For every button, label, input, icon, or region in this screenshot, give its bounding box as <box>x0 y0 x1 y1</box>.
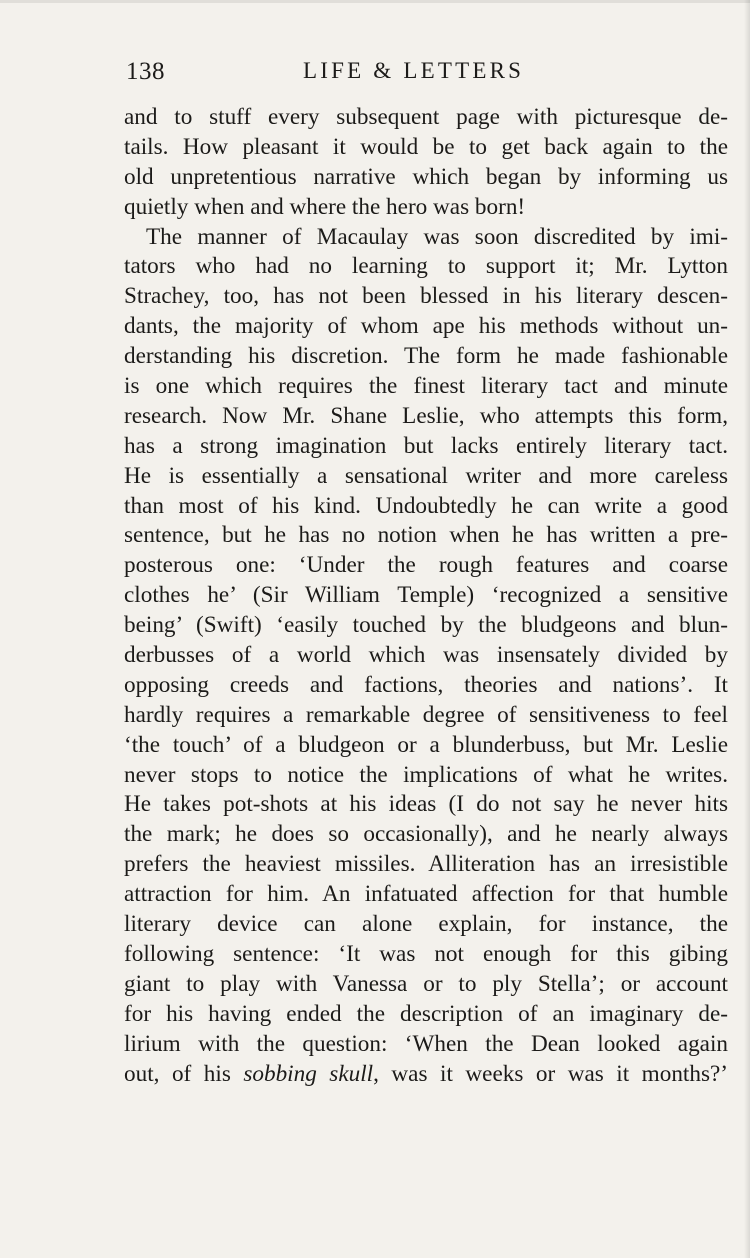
text-line: tails. How pleasant it would be to get back again to the <box>124 133 728 160</box>
body-text <box>124 103 728 1089</box>
text-line: posterous one: ‘Under the rough features and coarse <box>124 552 728 579</box>
text-line: derstanding his discretion. The form he made fashionable <box>124 343 728 370</box>
text-line: sentence, but he has no notion when he has written a pre- <box>124 522 728 549</box>
text-line: is one which requires the finest literary tact and minute <box>124 373 728 400</box>
text-line: opposing creeds and factions, theories and nations’. It <box>124 671 728 698</box>
text-line: prefers the heaviest missiles. Alliteration has an irresistible <box>124 851 728 878</box>
text-line: dants, the majority of whom ape his methods without un- <box>124 313 728 340</box>
text-line: following sentence: ‘It was not enough for this gibing <box>124 940 728 967</box>
text-line: ‘the touch’ of a bludgeon or a blunderbuss, but Mr. Leslie <box>124 731 728 758</box>
text-line: research. Now Mr. Shane Leslie, who attempts this form, <box>124 402 728 429</box>
text-line: He is essentially a sensational writer and more careless <box>124 462 728 489</box>
text-line: being’ (Swift) ‘easily touched by the bludgeons and blun- <box>124 612 728 639</box>
text-line: quietly when and where the hero was born! <box>124 193 526 220</box>
running-title: LIFE & LETTERS <box>303 58 525 83</box>
text-line: literary device can alone explain, for instance, the <box>124 911 728 938</box>
text-line: and to stuff every subsequent page with picturesque de- <box>124 104 728 130</box>
running-head <box>126 58 726 92</box>
text-line: clothes he’ (Sir William Temple) ‘recognized a sensitive <box>124 582 728 609</box>
text-line: He takes pot-shots at his ideas (I do not say he never hits <box>124 791 728 818</box>
text-line: for his having ended the description of an imaginary de- <box>124 1000 728 1027</box>
italic-phrase: sobbing skull <box>243 1060 374 1087</box>
text-line: has a strong imagination but lacks entirely literary tact. <box>124 432 728 459</box>
text-line: tators who had no learning to support it; Mr. Lytton <box>124 253 728 280</box>
text-line: lirium with the question: ‘When the Dean looked again <box>124 1030 728 1057</box>
text-line: never stops to notice the implications of what he writes. <box>124 761 728 788</box>
text-line: the mark; he does so occasionally), and he nearly always <box>124 821 728 848</box>
text-line: hardly requires a remarkable degree of sensitiveness to feel <box>124 701 728 728</box>
final-line-end: , was it weeks or was it months?’ <box>373 1060 728 1087</box>
page-number: 138 <box>126 58 165 85</box>
text-line: attraction for him. An infatuated affection for that humble <box>124 881 728 908</box>
text-line: giant to play with Vanessa or to ply Stella’; or account <box>124 970 728 997</box>
text-line: The manner of Macaulay was soon discredited by imi- <box>146 223 728 250</box>
text-line: derbusses of a world which was insensately divided by <box>124 642 728 669</box>
final-text-line <box>124 1060 728 1090</box>
text-line: old unpretentious narrative which began by informing us <box>124 163 728 190</box>
text-line: than most of his kind. Undoubtedly he can write a good <box>124 492 728 519</box>
text-line: Strachey, too, has not been blessed in his literary descen- <box>124 283 728 310</box>
final-line-start: out, of his <box>124 1060 244 1087</box>
